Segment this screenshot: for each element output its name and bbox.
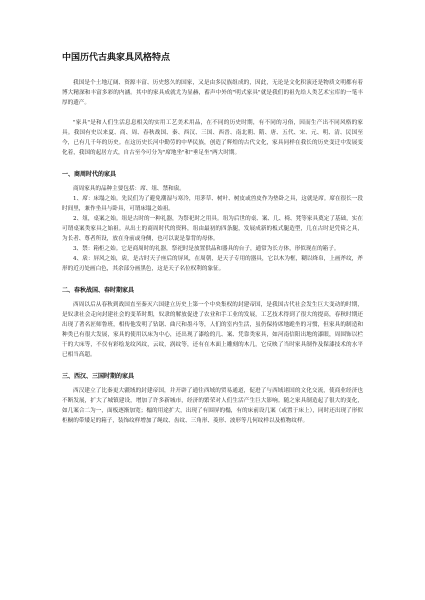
section-1-item: 3、禁：箱柜之始。它是商周时的礼器，祭祀时是放置供品和器具的台子，通常为长方体，形似现在的箱子。 <box>73 246 340 252</box>
section-3-body: 西汉建立了比秦更大疆域的封建帝国，并开辟了通往西域的贸易通道，促进了与西域诸国的文化交流，使商业经济也不断发展，扩大了城镇建设，增加了许多新城市，经济的繁荣对人们生活产生巨大影响。随之家具制造起了很大的变化，如几案合二为一，面板逐渐加宽；榻的用途扩大，出现了有围屏的榻，有的床前设几案（或置于床上），同时还出现了形似柜橱的带矮足的箱子，装饰纹样增加了绳纹、齿纹、三角形、菱形、波形等几何纹样以及植物纹样。 <box>62 388 363 424</box>
section-1-item: 2、俎，桌案之始。俎是古时的一种礼器，为祭祀时之用具。俎为后世的桌、案、几、椅、凳等家具奠定了基础，实在可谓桌案类家具之始祖。从出土的商周时代的资料，俎由最初的四条腿，发展成新的板式腿造型，几在古时是凭倚之具，为长者、尊者所设，放在身前或身侧，也可以说是靠背的母体。 <box>62 216 363 242</box>
intro-paragraph-2: "家具"是和人们生活息息相关的实用工艺美术用品，在不同的历史时期，有不同的习俗，因而生产出不同风格的家具。我国有史以来夏、商、周、春秋战国、秦、西汉、三国、西晋、南北朝、隋、唐、五代、宋、元、明、清、民国至今，已有几千年的历史。在这历史长河中勤劳的中华民族，创造了辉煌的古代文化，家具同样在我长的历史变迁中发展变化着，我国的起居方式，自古至今可分为"席地坐"和"垂足坐"两大时期。 <box>62 120 363 156</box>
document-title: 中国历代古典家具风格特点 <box>62 53 171 63</box>
section-2-heading: 二、春秋战国、春时期家具 <box>62 287 135 294</box>
section-1-item: 4、扆：屏风之始，扆，是古时天子座后的屏风，在周朝，是天子专用的器具，它以木为框，糊以绛帛，上画斧纹，斧形的近刃处画白色，其余部分画黑色，这是天子名位权利的象征。 <box>62 256 363 272</box>
section-1-heading: 一、商周时代的家具 <box>62 171 117 178</box>
section-1-intro: 商周家具的品种主要包括：席、俎、禁和扆。 <box>73 186 185 192</box>
section-2-body: 西周以后从春秋到战国直至秦灭六国建立历史上第一个中央集权的封建帝国，是我国古代社会发生巨大变动的时期，是奴隶社会走向封建社会的变革时期，奴隶的解放促进了农业和手工业的发展，工艺技术得到了很大的提高，春秋时期还出现了著名匠师鲁班，相传他发明了钻锯、曲尺和墨斗等，人们的室内生活，虽仍保持席地跪坐的习惯，但家具的制造和种类已有很大发展，家具的使用以床为中心，还出现了漆绘的几、案、凭靠类家具，如河南信阳出地的漆眼，周围饰以栏干的大床等，不仅有彩绘龙纹风纹，云纹，涡纹等，还有在木面上雕刻的木几，它反映了当时家具制作及髹漆技术的水平已相当高超。 <box>62 302 363 358</box>
section-1-item: 1、席：床塌之始。先民们为了避免潮湿与寒冷，用茅草、树叶、树皮或兽皮作为垫卧之具，这就是席。席在很长一段时间里，兼作坐具与卧具，可谓床塌之始祖。 <box>62 196 363 212</box>
section-3-heading: 三、西汉、三国时期的家具 <box>62 373 135 380</box>
intro-paragraph-1: 我国是个土地辽阔、资源丰富、历史悠久的国家，又是由多民族组成的，因此，无论是文化积演还是物质文明都有着博大精深和丰富多彩的内涵。其中的家具成就尤为显赫，蓄声中外的"明式家具"就是我们的祖先给人类艺术宝库的一笔丰厚的遗产。 <box>62 80 363 106</box>
